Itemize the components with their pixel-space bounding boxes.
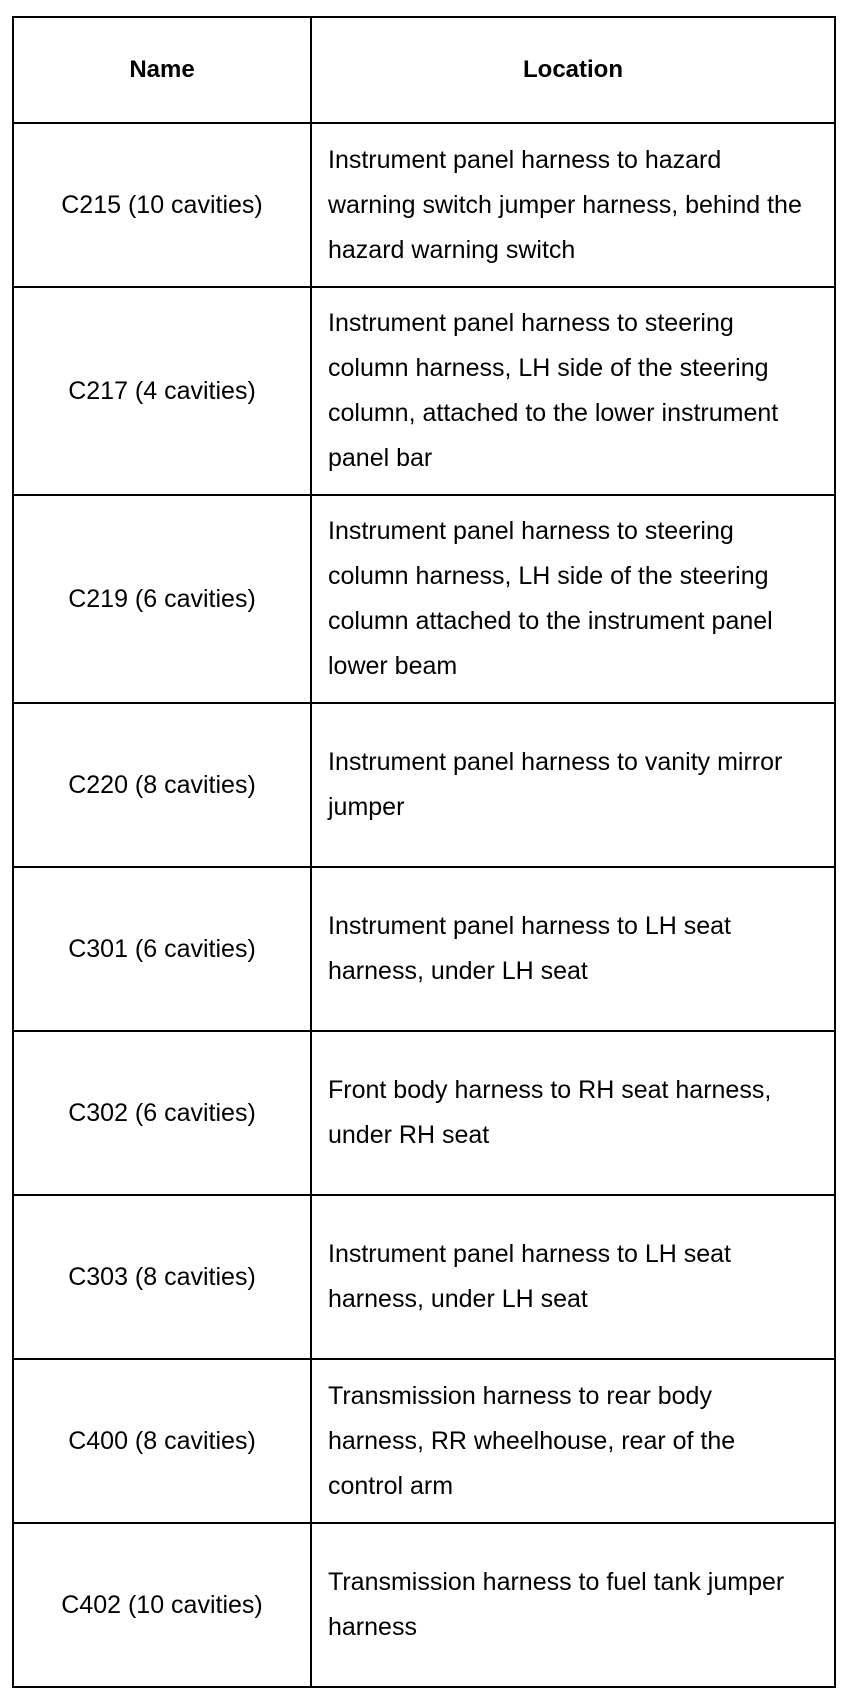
connector-table [12, 16, 836, 1688]
connector-location: Instrument panel harness to hazard warning switch jumper harness, behind the hazard warning switch [311, 123, 835, 287]
connector-name: C402 (10 cavities) [13, 1523, 311, 1687]
connector-name: C219 (6 cavities) [13, 495, 311, 703]
name-column-header: Name [13, 17, 311, 123]
table-row [13, 1195, 835, 1359]
header-row [13, 17, 835, 123]
connector-location: Transmission harness to rear body harness, RR wheelhouse, rear of the control arm [311, 1359, 835, 1523]
table-row [13, 867, 835, 1031]
table-row [13, 287, 835, 495]
connector-name: C217 (4 cavities) [13, 287, 311, 495]
table-row [13, 495, 835, 703]
table-row [13, 1031, 835, 1195]
table-row [13, 123, 835, 287]
connector-name: C302 (6 cavities) [13, 1031, 311, 1195]
connector-location: Instrument panel harness to vanity mirror jumper [311, 703, 835, 867]
connector-name: C220 (8 cavities) [13, 703, 311, 867]
connector-location: Transmission harness to fuel tank jumper harness [311, 1523, 835, 1687]
location-column-header: Location [311, 17, 835, 123]
connector-location: Instrument panel harness to steering column harness, LH side of the steering column, attached to the lower instrument panel bar [311, 287, 835, 495]
connector-name: C400 (8 cavities) [13, 1359, 311, 1523]
connector-name: C301 (6 cavities) [13, 867, 311, 1031]
table-row [13, 1359, 835, 1523]
connector-location: Instrument panel harness to steering column harness, LH side of the steering column attached to the instrument panel lower beam [311, 495, 835, 703]
connector-location: Front body harness to RH seat harness, under RH seat [311, 1031, 835, 1195]
connector-name: C215 (10 cavities) [13, 123, 311, 287]
table-row [13, 1523, 835, 1687]
connector-location: Instrument panel harness to LH seat harness, under LH seat [311, 867, 835, 1031]
table-row [13, 703, 835, 867]
connector-name: C303 (8 cavities) [13, 1195, 311, 1359]
connector-location: Instrument panel harness to LH seat harness, under LH seat [311, 1195, 835, 1359]
